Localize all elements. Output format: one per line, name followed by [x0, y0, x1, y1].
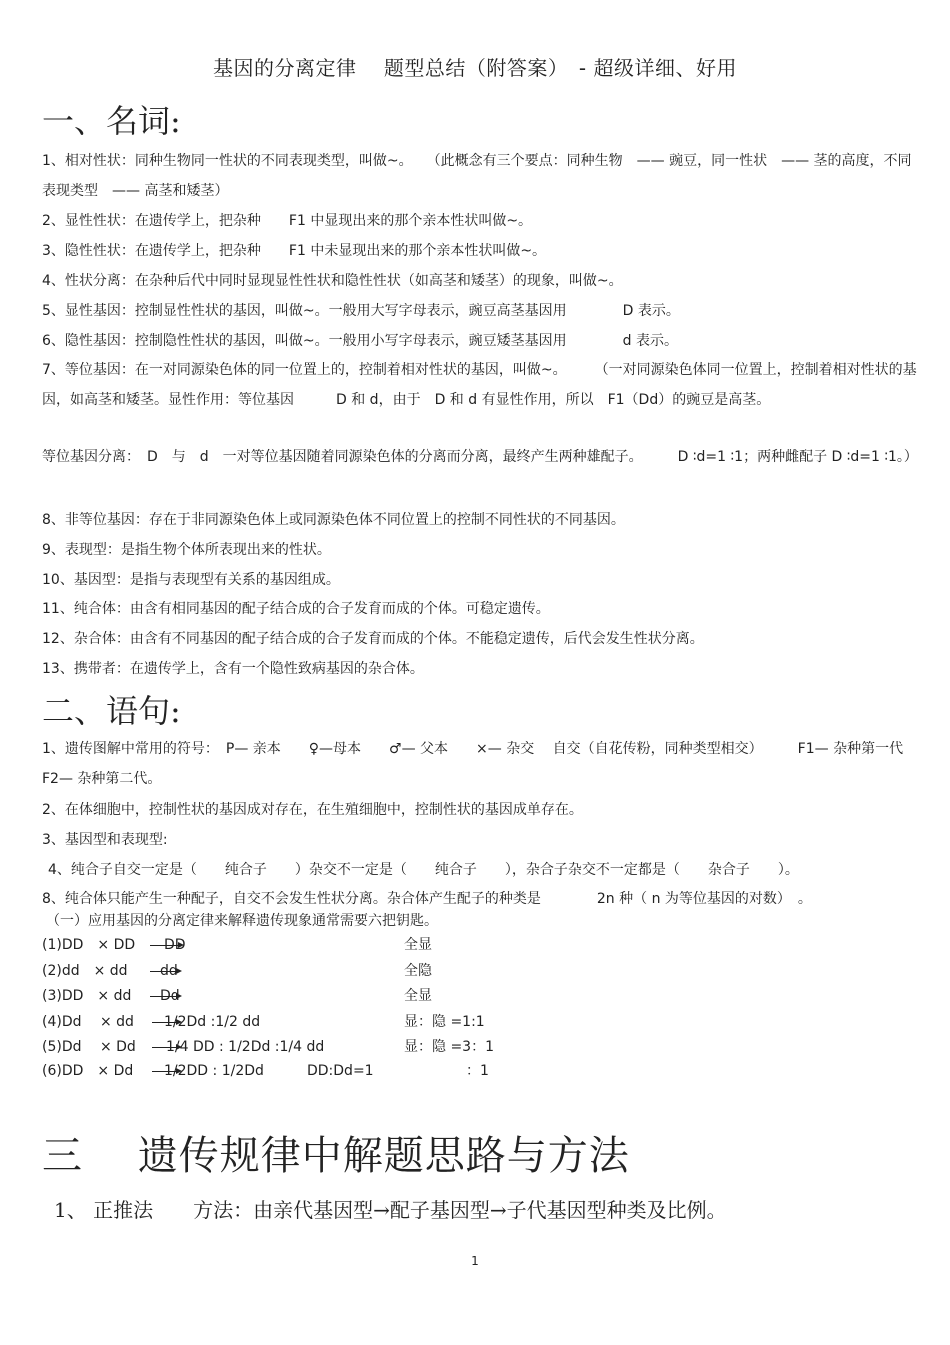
- term-item: 3、隐性性状：在遗传学上，把杂种 F1 中未显现出来的那个亲本性状叫做~。: [42, 243, 547, 259]
- cross-result: 1/2DD : 1/2Dd: [164, 1063, 264, 1079]
- cross-phenotype: 全显: [404, 988, 432, 1004]
- cross-label: (4)Dd × dd: [42, 1014, 134, 1030]
- method-line: 1、 正推法 方法：由亲代基因型→配子基因型→子代基因型种类及比例。: [54, 1198, 727, 1222]
- cross-phenotype: ：1: [466, 1063, 489, 1079]
- term-item: 8、非等位基因：存在于非同源染色体上或同源染色体不同位置上的控制不同性状的不同基因。: [42, 512, 625, 528]
- sentence-item: （一）应用基因的分离定律来解释遗传现象通常需要六把钥匙。: [46, 913, 438, 929]
- cross-ratio: DD:Dd=1: [307, 1063, 374, 1079]
- term-item: 9、表现型：是指生物个体所表现出来的性状。: [42, 542, 331, 558]
- cross-phenotype: 全显: [404, 937, 432, 953]
- term-item: 12、杂合体：由含有不同基因的配子结合成的合子发育而成的个体。不能稳定遗传，后代会发生性状分离。: [42, 631, 704, 647]
- section-2-heading: 二、语句:: [42, 692, 181, 730]
- term-item: 11、纯合体：由含有相同基因的配子结合成的合子发育而成的个体。可稳定遗传。: [42, 601, 550, 617]
- cross-label: (3)DD × dd: [42, 988, 132, 1004]
- cross-label: (2)dd × dd: [42, 963, 128, 979]
- document-title: 基因的分离定律 题型总结（附答案） - 超级详细、好用: [213, 56, 737, 80]
- term-item: 6、隐性基因：控制隐性性状的基因，叫做~。一般用小写字母表示，豌豆矮茎基因用 d 表示。: [42, 333, 678, 349]
- cross-phenotype: 全隐: [404, 963, 432, 979]
- sentence-item: 2、在体细胞中，控制性状的基因成对存在，在生殖细胞中，控制性状的基因成单存在。: [42, 802, 583, 818]
- term-item: 7、等位基因：在一对同源染色体的同一位置上的，控制着相对性状的基因，叫做~。 （一对同源染色体同一位置上，控制着相对性状的基因，如高茎和矮茎。显性作用：等位基因 D 和 d，由于 D 和 d 有显性作用，所以 F1（Dd）的豌豆是高茎。: [42, 362, 917, 408]
- sentence-item: 8、纯合体只能产生一种配子，自交不会发生性状分离。杂合体产生配子的种类是 2n 种（ n 为等位基因的对数） 。: [42, 891, 812, 907]
- cross-phenotype: 显：隐 =3：1: [404, 1039, 494, 1055]
- cross-result: dd: [160, 963, 178, 979]
- cross-result: Dd: [160, 988, 180, 1004]
- sentence-item: 1、遗传图解中常用的符号： P— 亲本 ♀—母本 ♂— 父本 ×— 杂交 自交（自花传粉，同种类型相交） F1— 杂种第一代 F2— 杂种第二代。: [42, 741, 932, 787]
- cross-result: DD: [164, 937, 186, 953]
- page-number: 1: [471, 1254, 479, 1268]
- term-item: 10、基因型：是指与表现型有关系的基因组成。: [42, 572, 340, 588]
- section-3-heading: 三 遗传规律中解题思路与方法: [42, 1133, 630, 1179]
- sentence-item: 3、基因型和表现型:: [42, 832, 168, 848]
- cross-result: 1/4 DD : 1/2Dd :1/4 dd: [166, 1039, 325, 1055]
- term-item: 2、显性性状：在遗传学上，把杂种 F1 中显现出来的那个亲本性状叫做~。: [42, 213, 533, 229]
- cross-phenotype: 显：隐 =1:1: [404, 1014, 485, 1030]
- term-item: 4、性状分离：在杂种后代中同时显现显性性状和隐性性状（如高茎和矮茎）的现象，叫做~。: [42, 273, 623, 289]
- term-item: 13、携带者：在遗传学上，含有一个隐性致病基因的杂合体。: [42, 661, 424, 677]
- section-1-heading: 一、名词:: [42, 102, 181, 140]
- cross-label: (5)Dd × Dd: [42, 1039, 136, 1055]
- term-item: 5、显性基因：控制显性性状的基因，叫做~。一般用大写字母表示，豌豆高茎基因用 D 表示。: [42, 303, 680, 319]
- cross-label: (6)DD × Dd: [42, 1063, 134, 1079]
- cross-label: (1)DD × DD: [42, 937, 136, 953]
- cross-result: 1/2Dd :1/2 dd: [164, 1014, 261, 1030]
- term-item: 1、相对性状：同种生物同一性状的不同表现类型，叫做~。 （此概念有三个要点：同种生物 —— 豌豆，同一性状 —— 茎的高度，不同表现类型 —— 高茎和矮茎）: [42, 153, 912, 199]
- sentence-item: 4、纯合子自交一定是（ 纯合子 ）杂交不一定是（ 纯合子 ），杂合子杂交不一定都是（ 杂合子 ）。: [48, 862, 799, 878]
- term-item: 等位基因分离： D 与 d 一对等位基因随着同源染色体的分离而分离，最终产生两种雄配子。 D ∶d=1 ∶1；两种雌配子 D ∶d=1 ∶1。）: [42, 449, 918, 465]
